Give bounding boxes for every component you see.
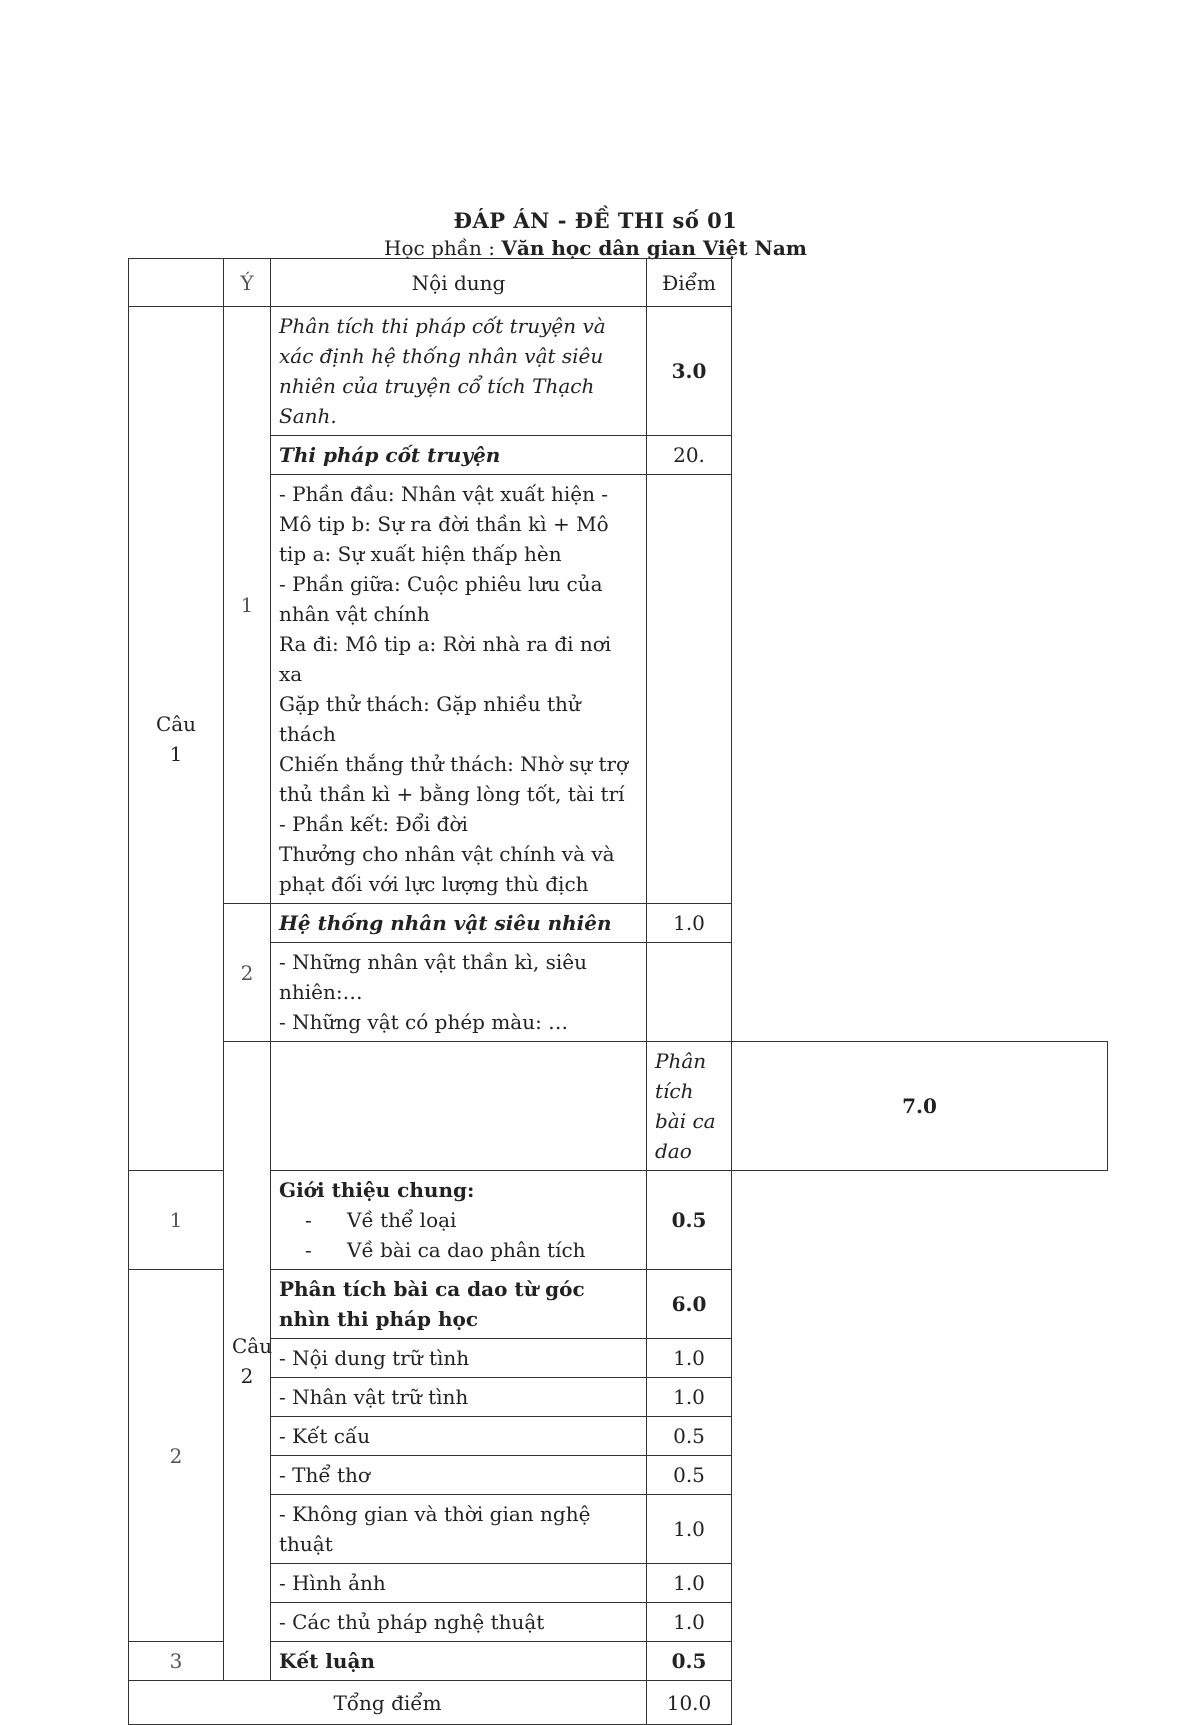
cau2-item-points: 1.0 (647, 1564, 732, 1603)
header-points: Điểm (647, 259, 732, 307)
cau2-intro-row (129, 1042, 1108, 1171)
cau2-item-points: 0.5 (647, 1417, 732, 1456)
cau2-y2-points: 6.0 (647, 1270, 732, 1339)
doc-title: ĐÁP ÁN - ĐỀ THI số 01 (453, 208, 738, 233)
total-row (129, 1681, 1108, 1725)
table-row (129, 1339, 1108, 1378)
empty-cell (647, 475, 732, 904)
cau2-y1-row (129, 1171, 1108, 1270)
cau1-intro: Phân tích thi pháp cốt truyện và xác định hệ thống nhân vật siêu nhiên của truyện cổ tích Thạch Sanh. (271, 307, 647, 436)
cau2-item: - Nội dung trữ tình (271, 1339, 647, 1378)
table-row (129, 1378, 1108, 1417)
cau2-y2-heading-row (129, 1270, 1108, 1339)
list-item: - Về thể loại (305, 1208, 457, 1232)
cau1-y2-body (271, 943, 647, 1042)
cau2-label: Câu 2 (224, 1042, 271, 1681)
cau1-y1-body-row (129, 475, 1108, 904)
cau1-y1-heading-row (129, 436, 1108, 475)
table-row (129, 1495, 1108, 1564)
cau2-intro: Phân tích bài ca dao (647, 1042, 732, 1171)
table-row (129, 1417, 1108, 1456)
cau2-y1-points: 0.5 (647, 1171, 732, 1270)
cau1-intro-points: 3.0 (647, 307, 732, 436)
empty-cell (271, 1042, 647, 1171)
list-item: - Về bài ca dao phân tích (305, 1238, 586, 1262)
list-item: - Phần kết: Đổi đời (279, 812, 468, 836)
cau1-y1-heading: Thi pháp cốt truyện (271, 436, 647, 475)
cau2-item: - Nhân vật trữ tình (271, 1378, 647, 1417)
cau2-y2-heading: Phân tích bài ca dao từ góc nhìn thi pháp học (271, 1270, 647, 1339)
cau2-item: - Hình ảnh (271, 1564, 647, 1603)
list-item: - Phần đầu: Nhân vật xuất hiện - Mô tip b: Sự ra đời thần kì + Mô tip a: Sự xuất hiện thấp hèn (279, 482, 609, 566)
header-blank (129, 259, 224, 307)
cau2-y1-heading: Giới thiệu chung: (279, 1178, 475, 1202)
cau2-y3-row (129, 1642, 1108, 1681)
cau2-item: - Kết cấu (271, 1417, 647, 1456)
cau1-y1-body (271, 475, 647, 904)
cau2-y1-num: 1 (129, 1171, 224, 1270)
cau2-intro-points: 7.0 (732, 1042, 1108, 1171)
table-row (129, 1603, 1108, 1642)
total-points: 10.0 (647, 1681, 732, 1725)
table-row (129, 1456, 1108, 1495)
doc-subtitle (0, 236, 1191, 260)
header-content: Nội dung (271, 259, 647, 307)
total-label: Tổng điểm (129, 1681, 647, 1725)
table-row (129, 1564, 1108, 1603)
cau1-y1-points: 20. (647, 436, 732, 475)
cau1-y2-num: 2 (224, 904, 271, 1042)
cau2-item-points: 1.0 (647, 1495, 732, 1564)
cau2-y1-content (271, 1171, 647, 1270)
cau2-y3-num: 3 (129, 1642, 224, 1681)
cau2-item: - Thể thơ (271, 1456, 647, 1495)
cau2-y3-heading: Kết luận (271, 1642, 647, 1681)
cau2-item-points: 1.0 (647, 1339, 732, 1378)
cau2-item-points: 0.5 (647, 1456, 732, 1495)
cau2-item-points: 1.0 (647, 1378, 732, 1417)
answer-table (128, 258, 1108, 1725)
list-item: Chiến thắng thử thách: Nhờ sự trợ thủ thần kì + bằng lòng tốt, tài trí (279, 752, 629, 806)
cau1-y2-heading-row (129, 904, 1108, 943)
cau1-y1-num: 1 (224, 307, 271, 904)
cau2-y2-num: 2 (129, 1270, 224, 1642)
list-item: - Phần giữa: Cuộc phiêu lưu của nhân vật chính (279, 572, 603, 626)
cau2-item: - Các thủ pháp nghệ thuật (271, 1603, 647, 1642)
course-name: Văn học dân gian Việt Nam (501, 236, 807, 260)
empty-cell (647, 943, 732, 1042)
list-item: Thưởng cho nhân vật chính và và phạt đối với lực lượng thù địch (279, 842, 615, 896)
cau1-label: Câu 1 (129, 307, 224, 1171)
list-item: Ra đi: Mô tip a: Rời nhà ra đi nơi xa (279, 632, 612, 686)
header-y: Ý (224, 259, 271, 307)
cau2-y3-points: 0.5 (647, 1642, 732, 1681)
cau1-y2-heading: Hệ thống nhân vật siêu nhiên (271, 904, 647, 943)
cau2-item: - Không gian và thời gian nghệ thuật (271, 1495, 647, 1564)
subtitle-prefix: Học phần : (384, 236, 502, 260)
list-item: - Những nhân vật thần kì, siêu nhiên:… (279, 950, 587, 1004)
list-item: - Những vật có phép màu: … (279, 1010, 569, 1034)
cau1-y2-points: 1.0 (647, 904, 732, 943)
cau2-item-points: 1.0 (647, 1603, 732, 1642)
cau1-intro-row (129, 307, 1108, 436)
cau1-y2-body-row (129, 943, 1108, 1042)
table-header-row (129, 259, 1108, 307)
list-item: Gặp thử thách: Gặp nhiều thử thách (279, 692, 581, 746)
